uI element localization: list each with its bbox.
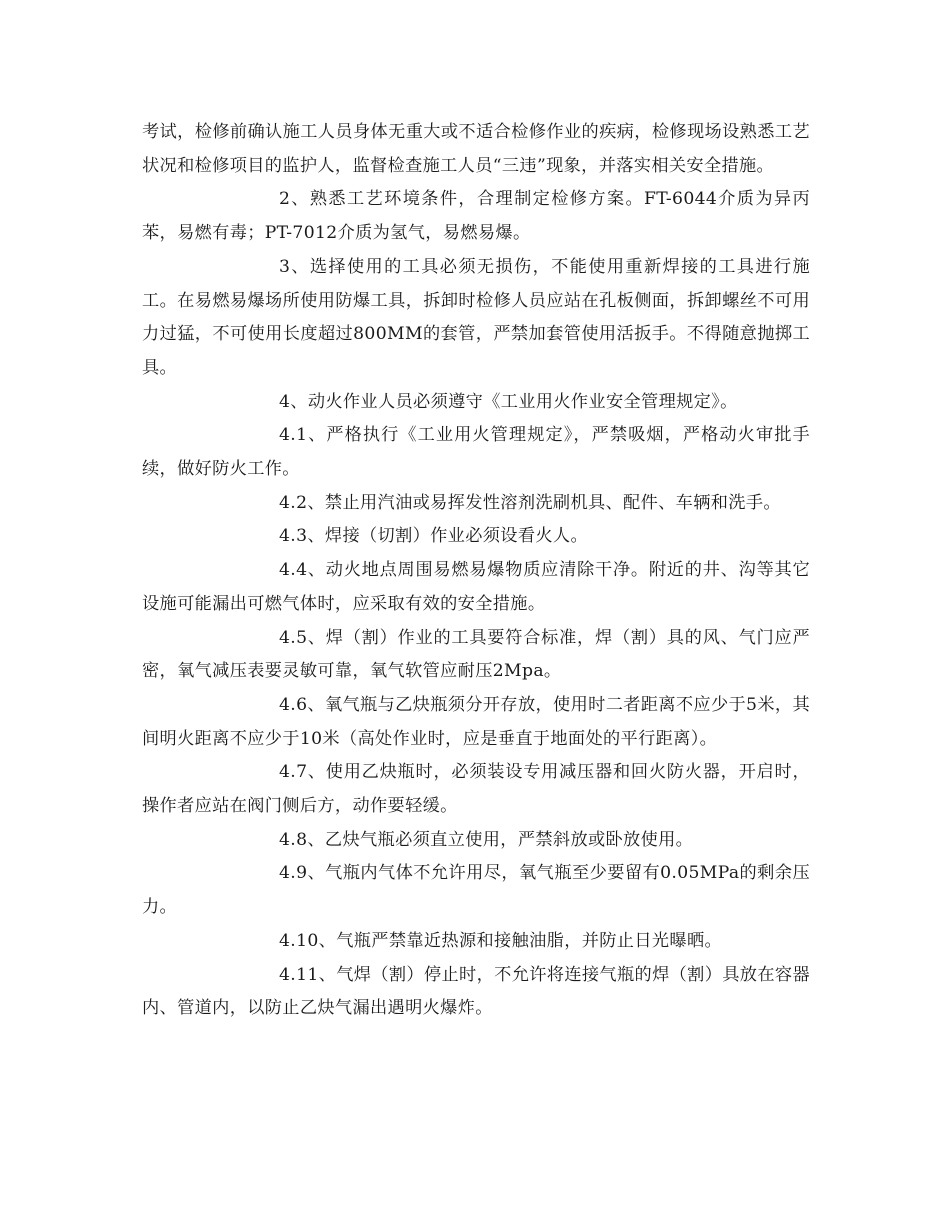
paragraph-10: 4.7、使用乙炔瓶时，必须装设专用减压器和回火防火器，开启时，操作者应站在阀门侧后方，动作要轻缓。: [142, 762, 810, 817]
paragraph-2: 3、选择使用的工具必须无损伤，不能使用重新焊接的工具进行施工。在易燃易爆场所使用防爆工具，拆卸时检修人员应站在孔板侧面，拆卸螺丝不可用力过猛，不可使用长度超过800MM的套管，严禁加套管使用活扳手。不得随意抛掷工具。: [142, 256, 810, 378]
paragraph-14: 4.11、气焊（割）停止时，不允许将连接气瓶的焊（割）具放在容器内、管道内，以防止乙炔气漏出遇明火爆炸。: [142, 964, 810, 1019]
document-body: [142, 116, 810, 1026]
paragraph-8: 4.5、焊（割）作业的工具要符合标准，焊（割）具的风、气门应严密，氧气减压表要灵敏可靠，氧气软管应耐压2Mpa。: [142, 627, 810, 682]
paragraph-13: 4.10、气瓶严禁靠近热源和接触油脂，并防止日光曝晒。: [279, 930, 723, 951]
paragraph-0: 考试，检修前确认施工人员身体无重大或不适合检修作业的疾病，检修现场设熟悉工艺状况和检修项目的监护人，监督检查施工人员“三违”现象，并落实相关安全措施。: [142, 122, 810, 176]
paragraph-12: 4.9、气瓶内气体不允许用尽，氧气瓶至少要留有0.05MPa的剩余压力。: [142, 863, 810, 918]
paragraph-7: 4.4、动火地点周围易燃易爆物质应清除干净。附近的井、沟等其它设施可能漏出可燃气体时，应采取有效的安全措施。: [142, 560, 810, 614]
paragraph-4: 4.1、严格执行《工业用火管理规定》，严禁吸烟，严格动火审批手续，做好防火工作。: [142, 425, 810, 480]
paragraph-1: 2、熟悉工艺环境条件，合理制定检修方案。FT-6044介质为异丙苯，易燃有毒；PT-7012介质为氢气，易燃易爆。: [142, 189, 810, 244]
paragraph-11: 4.8、乙炔气瓶必须直立使用，严禁斜放或卧放使用。: [279, 829, 694, 850]
paragraph-3: 4、动火作业人员必须遵守《工业用火作业安全管理规定》。: [279, 391, 738, 412]
paragraph-6: 4.3、焊接（切割）作业必须设看火人。: [279, 526, 588, 547]
paragraph-5: 4.2、禁止用汽油或易挥发性溶剂洗刷机具、配件、车辆和洗手。: [279, 492, 781, 513]
paragraph-9: 4.6、氧气瓶与乙炔瓶须分开存放，使用时二者距离不应少于5米，其间明火距离不应少于10米（高处作业时，应是垂直于地面处的平行距离）。: [142, 694, 810, 749]
